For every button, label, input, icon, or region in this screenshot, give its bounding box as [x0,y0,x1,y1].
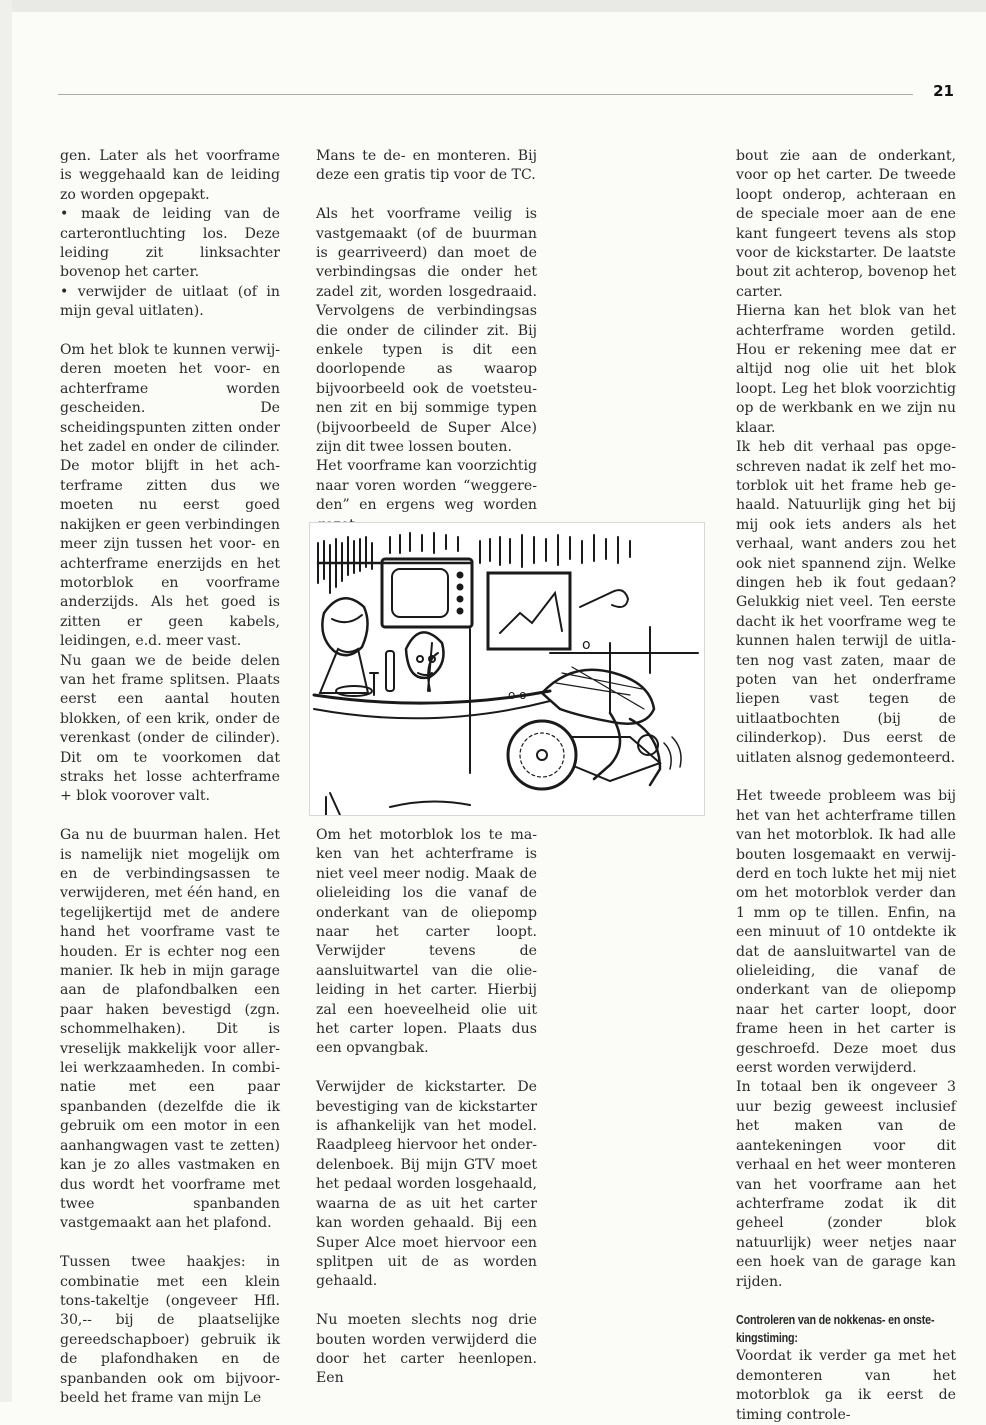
cartoon-illustration [309,522,705,816]
header-rule [58,94,913,95]
paragraph: Verwijder de kickstarter. De bevestiging van de kickstarter is afhankelijk van het model. Raadpleeg hiervoor het onderdelenboek. Bij mijn GTV moet het pedaal worden losgehaald, waarna de as uit het carter kan worden gehaald. Bij een Super Alce moet hiervoor een splitpen uit de as worden gehaald. [316,1079,537,1290]
bullet-item: • maak de leiding van de carterontluchting los. Deze leiding zit linksachter bovenop het carter. [60,206,280,281]
page-edge-top [0,0,986,12]
paragraph: Hierna kan het blok van het achterframe worden getild. Hou er rekening mee dat er altijd nog olie uit het blok loopt. Leg het blok voorzichtig op de werkbank en we zijn nu klaar. [736,303,956,436]
paragraph: Om het blok te kunnen verwijderen moeten het voor- en achterframe worden gescheiden. De scheidingspunten zitten onder het zadel en onder de cilinder. De motor blijft in het achterframe zitten dus we moeten nu eerst goed nakijken er geen verbindingen meer zijn tussen het voor- en achterframe enerzijds en het motorblok en voorframe anderzijds. Als het goed is zitten er geen kabels, leidingen, e.d. meer vast. [60,342,280,650]
paragraph: In totaal ben ik ongeveer 3 uur bezig geweest inclusief het maken van de aantekeningen voor dit verhaal en het weer monteren van het voorframe aan het achterframe zodat ik dit geheel (zonder blok natuurlijk) weer netjes naar een hoek van de garage kan rijden. [736,1079,956,1290]
column-2-bottom [316,826,537,1389]
svg-text:o o: o o [508,688,527,702]
bullet-item: • verwijder de uitlaat (of in mijn geval uitlaten). [60,283,280,320]
paragraph: Het tweede probleem was bij het van het achterframe tillen van het motorblok. Ik had alle bouten losgemaakt en verwijderd en toch lukte het mij niet om het motorblok verder dan 1 mm op te tillen. Enfin, na een minuut of 10 ontdekte ik dat de aansluitwartel van de olieleiding, die vanaf de onderkant van de oliepomp naar het carter loopt, door frame heen in het carter is geschroefd. Deze moet dus eerst worden verwijderd. [736,788,956,1077]
paragraph: Om het motorblok los te maken van het achterframe is niet veel meer nodig. Maak de olieleiding los die vanaf de onderkant van de oliepomp naar het carter loopt. Verwijder tevens de aansluitwartel van die olieleiding in het carter. Hierbij zal een hoeveelheid olie uit het carter lopen. Plaats dus een opvangbak. [316,827,537,1057]
paragraph: Ik heb dit verhaal pas opgeschreven nadat ik zelf het motorblok uit het frame heb gehaald. Natuurlijk ging het bij mij ook iets anders als het verhaal, want anders zou het ook niet spannend zijn. Welke dingen heb ik fout gedaan? Gelukkig niet veel. Ten eerste dacht ik het voorframe weg te kunnen halen terwijl de uitlaten nog vast zaten, maar de poten van het onderframe liepen vast tegen de uitlaatbochten (bij de cilinderkop). Dus eerst de uitlaten alsnog gedemonteerd. [736,439,956,766]
paragraph: Tussen twee haakjes: in combinatie met een klein tons-takeltje (ongeveer Hfl. 30,-- bij de plaatselijke gereedschapboer) gebruik ik de plafondhaken en de spanbanden ook om bijvoorbeeld het frame van mijn Le [60,1254,280,1406]
paragraph: Mans te de- en monteren. Bij deze een gratis tip voor de TC. [316,148,537,184]
paragraph: Het voorframe kan voorzichtig naar voren worden “weggereden” en ergens weg worden [316,458,537,514]
column-3 [736,147,956,1425]
page-edge-left [0,0,12,1402]
section-heading: Controleren van de nokkenas- en onstekingstiming: [736,1313,935,1346]
paragraph: Voordat ik verder ga met het demonteren van het motorblok ga ik eerst de timing controle- [736,1348,956,1423]
paragraph: Ga nu de buurman halen. Het is namelijk niet mogelijk om en de verbindingsassen te verwijderen, met één hand, en tegelijkertijd met de andere hand het voorframe vast te houden. Er is echter nog een manier. Ik heb in mijn garage aan de plafondbalken een paar haken bevestigd (zgn. schommelhaken). Dit is vreselijk makkelijk voor allerlei werkzaamheden. In combinatie met een paar spanbanden (dezelfde die ik gebruik om een motor in een aanhangwagen vast te zetten) kan je zo alles vastmaken en dus wordt het voorframe met twee spanbanden vastgemaakt aan het plafond. [60,827,280,1232]
page-number: 21 [933,82,954,100]
paragraph: bout zie aan de onderkant, voor op het carter. De tweede loopt onderop, achteraan en de speciale moer aan de ene kant fungeert tevens als stop voor de kickstarter. De laatste bout zit achterop, bovenop het carter. [736,148,956,300]
paragraph: Nu moeten slechts nog drie bouten worden verwijderd die door het carter heenlopen. Een [316,1312,537,1387]
column-2-top [316,147,537,535]
paragraph: Nu gaan we de beide delen van het frame splitsen. Plaats eerst een aantal houten blokken, of een krik, onder de verenkast (onder de cilinder). Dit om te voorkomen dat straks het losse achterframe + blok voorover valt. [60,652,280,805]
paragraph: Als het voorframe veilig is vastgemaakt (of de buurman is gearriveerd) dan moet de verbindingsas die onder het zadel zit, worden losgedraaid. Vervolgens de verbindingsas die onder de cilinder zit. Bij enkele typen is dit een doorlopende as waarop bijvoorbeeld ook de voetsteunen zit en bij sommige typen (bijvoorbeeld de Super Alce) zijn dit twee lossen bouten. [316,206,537,456]
paragraph: gen. Later als het voorframe is weggehaald kan de leiding zo worden opgepakt. [60,148,280,203]
column-1 [60,147,280,1408]
svg-text:o: o [582,637,591,653]
